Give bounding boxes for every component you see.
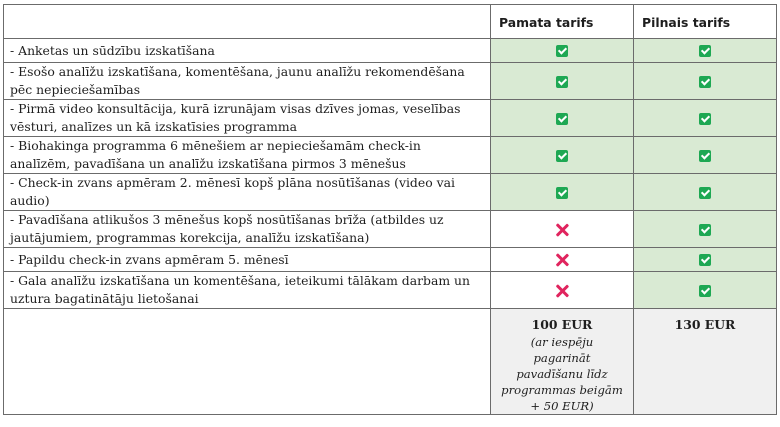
full-price-cell xyxy=(634,309,777,415)
check-mark-icon xyxy=(699,187,711,199)
table-row xyxy=(4,248,777,272)
basic-price: 100 EUR xyxy=(531,317,593,332)
table-row xyxy=(4,174,777,211)
full-cell xyxy=(634,211,777,248)
check-mark-icon xyxy=(556,76,568,88)
price-row xyxy=(4,309,777,415)
full-cell xyxy=(634,137,777,174)
check-mark-icon xyxy=(699,254,711,266)
feature-label: - Biohakinga programma 6 mēnešiem ar nepieciešamām check-in analīzēm, pavadīšana un analīžu izskatīšana pirmos 3 mēnešus xyxy=(4,137,491,174)
cross-mark-icon xyxy=(555,253,569,267)
basic-cell xyxy=(491,272,634,309)
feature-label: - Gala analīžu izskatīšana un komentēšana, ieteikumi tālākam darbam un uztura bagatinātāju lietošanai xyxy=(4,272,491,309)
feature-label: - Pavadīšana atlikušos 3 mēnešus kopš nosūtīšanas brīža (atbildes uz jautājumiem, programmas korekcija, analīžu izskatīšana) xyxy=(4,211,491,248)
full-cell xyxy=(634,174,777,211)
plan-basic-header: Pamata tarifs xyxy=(491,5,634,39)
check-mark-icon xyxy=(699,150,711,162)
full-price: 130 EUR xyxy=(674,317,736,332)
check-mark-icon xyxy=(699,45,711,57)
check-mark-icon xyxy=(556,45,568,57)
feature-label: - Papildu check-in zvans apmēram 5. mēnesī xyxy=(4,248,491,272)
cross-mark-icon xyxy=(555,223,569,237)
check-mark-icon xyxy=(699,76,711,88)
full-cell xyxy=(634,272,777,309)
basic-cell xyxy=(491,211,634,248)
basic-price-cell xyxy=(491,309,634,415)
table-row xyxy=(4,211,777,248)
feature-label: - Anketas un sūdzību izskatīšana xyxy=(4,39,491,63)
full-cell xyxy=(634,39,777,63)
basic-cell xyxy=(491,174,634,211)
price-label-cell xyxy=(4,309,491,415)
cross-mark-icon xyxy=(555,284,569,298)
feature-label: - Check-in zvans apmēram 2. mēnesī kopš plāna nosūtīšanas (video vai audio) xyxy=(4,174,491,211)
check-mark-icon xyxy=(556,113,568,125)
basic-cell xyxy=(491,39,634,63)
full-cell xyxy=(634,63,777,100)
basic-cell xyxy=(491,63,634,100)
check-mark-icon xyxy=(699,285,711,297)
header-row xyxy=(4,5,777,39)
check-mark-icon xyxy=(699,224,711,236)
full-cell xyxy=(634,248,777,272)
table-row xyxy=(4,39,777,63)
plan-full-header: Pilnais tarifs xyxy=(634,5,777,39)
check-mark-icon xyxy=(699,113,711,125)
feature-column-header xyxy=(4,5,491,39)
table-row xyxy=(4,272,777,309)
check-mark-icon xyxy=(556,150,568,162)
table-row xyxy=(4,137,777,174)
table-row xyxy=(4,100,777,137)
feature-label: - Pirmā video konsultācija, kurā izrunājam visas dzīves jomas, veselības vēsturi, analīzes un kā izskatīsies programma xyxy=(4,100,491,137)
table-row xyxy=(4,63,777,100)
basic-cell xyxy=(491,100,634,137)
basic-cell xyxy=(491,137,634,174)
pricing-comparison-table xyxy=(3,4,777,415)
basic-price-note: (ar iespēju pagarināt pavadīšanu līdz programmas beigām + 50 EUR) xyxy=(501,335,623,413)
check-mark-icon xyxy=(556,187,568,199)
basic-cell xyxy=(491,248,634,272)
full-cell xyxy=(634,100,777,137)
feature-label: - Esošo analīžu izskatīšana, komentēšana, jaunu analīžu rekomendēšana pēc nepieciešamības xyxy=(4,63,491,100)
